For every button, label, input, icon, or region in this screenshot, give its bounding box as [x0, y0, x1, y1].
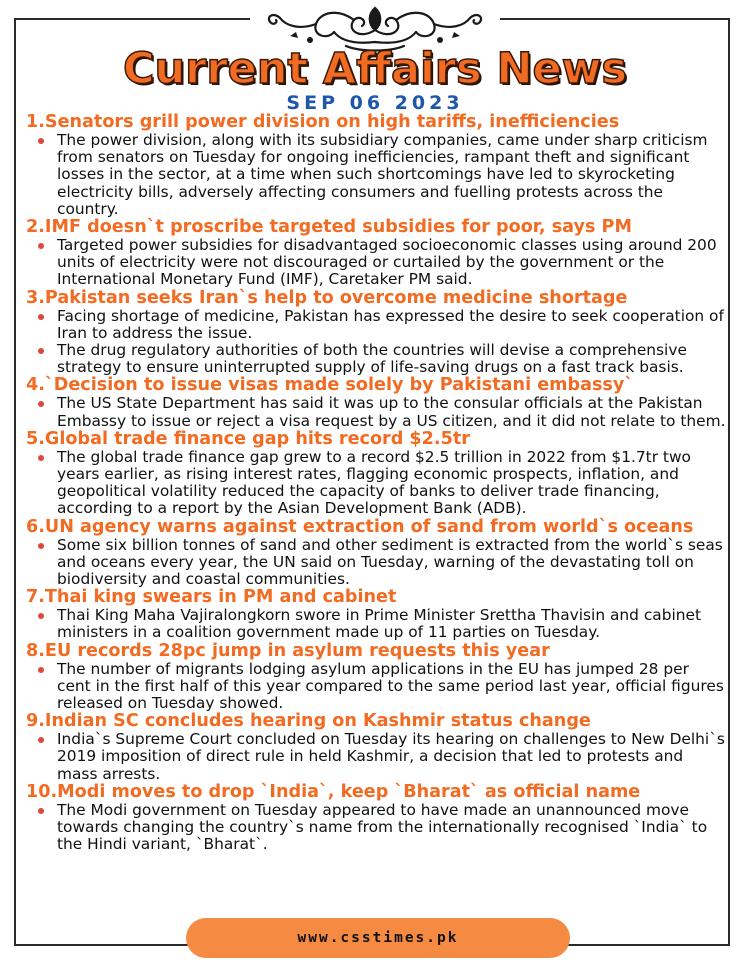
news-item: [26, 518, 726, 589]
news-bullet: [26, 607, 726, 641]
news-bullet-text: India`s Supreme Court concluded on Tuesday its hearing on challenges to New Delhi`s 2019 imposition of direct rule in held Kashmir, a decision that led to protests and mass arrests.: [57, 730, 725, 783]
news-bullet: [26, 537, 726, 589]
news-bullet-text: Some six billion tonnes of sand and other sediment is extracted from the world`s seas and oceans every year, the UN said on Tuesday, warning of the devastating toll on biodiversity and coastal communities.: [57, 535, 723, 589]
bullet-dot-icon: [38, 613, 44, 619]
news-bullet: [26, 342, 726, 376]
news-headline: 1.Senators grill power division on high tariffs, inefficiencies: [26, 112, 620, 132]
news-bullets: [26, 537, 726, 589]
news-item: [26, 783, 726, 854]
news-bullet: [26, 395, 726, 429]
bullet-dot-icon: [38, 667, 44, 673]
bullet-dot-icon: [38, 808, 44, 814]
news-item: [26, 376, 726, 429]
bullet-dot-icon: [38, 455, 44, 461]
news-bullet: [26, 449, 726, 518]
news-bullet: [26, 802, 726, 854]
news-bullet-text: The US State Department has said it was up to the consular officials at the Pakistan Embassy to issue or reject a visa request by a US citizen, and it did not relate to them.: [57, 394, 726, 430]
news-item: [26, 588, 726, 641]
news-bullets: [26, 731, 726, 783]
news-headline: 5.Global trade finance gap hits record $2.5tr: [26, 428, 470, 449]
news-headline: 3.Pakistan seeks Iran`s help to overcome medicine shortage: [26, 287, 628, 308]
news-bullet-text: The global trade finance gap grew to a record $2.5 trillion in 2022 from $1.7tr two years earlier, as rising interest rates, flagging economic prospects, inflation, and geopolitical volatility reduced the capacity of banks to deliver trade financing, according to a report by the Asian Development Bank (ADB).: [57, 447, 691, 518]
news-bullet-text: Facing shortage of medicine, Pakistan has expressed the desire to seek cooperation of Iran to address the issue.: [57, 306, 724, 342]
website-link[interactable]: www.csstimes.pk: [186, 918, 570, 958]
news-item: [26, 712, 726, 783]
bullet-dot-icon: [38, 401, 44, 407]
bullet-dot-icon: [38, 138, 44, 144]
news-headline: 2.IMF doesn`t proscribe targeted subsidies for poor, says PM: [26, 217, 632, 238]
news-bullets: [26, 395, 726, 429]
issue-date: SEP 06 2023: [286, 92, 464, 114]
news-bullet: [26, 237, 726, 289]
news-item: [26, 430, 726, 518]
news-bullet: [26, 132, 726, 218]
bullet-dot-icon: [38, 243, 44, 249]
news-item: [26, 642, 726, 713]
news-headline: 9.Indian SC concludes hearing on Kashmir status change: [26, 711, 591, 732]
news-bullet-text: The number of migrants lodging asylum applications in the EU has jumped 28 per cent in the first half of this year compared to the same period last year, official figures released on Tuesday showed.: [57, 659, 724, 713]
news-bullet-text: The Modi government on Tuesday appeared to have made an unannounced move towards changing the country`s name from the internationally recognised `India` to the Hindi variant, `Bharat`.: [57, 800, 708, 854]
news-headline: 7.Thai king swears in PM and cabinet: [26, 587, 397, 608]
news-bullet-text: Targeted power subsidies for disadvantaged socioeconomic classes using around 200 units of electricity were not discouraged or curtailed by the government or the International Monetary Fund (IMF), Caretaker PM said.: [57, 236, 717, 289]
news-headline: 4.`Decision to issue visas made solely by Pakistani embassy`: [26, 375, 634, 396]
news-bullets: [26, 308, 726, 377]
bullet-dot-icon: [38, 348, 44, 354]
news-headline: 8.EU records 28pc jump in asylum requests this year: [26, 640, 550, 661]
bullet-dot-icon: [38, 543, 44, 549]
news-list: [26, 113, 726, 854]
bullet-dot-icon: [38, 314, 44, 320]
page-title: Current Affairs News: [123, 44, 627, 94]
news-bullet: [26, 308, 726, 342]
news-bullets: [26, 237, 726, 289]
news-headline: 10.Modi moves to drop `India`, keep `Bharat` as official name: [26, 781, 641, 802]
news-bullet-text: Thai King Maha Vajiralongkorn swore in Prime Minister Srettha Thavisin and cabinet ministers in a coalition government made up of 11 parties on Tuesday.: [57, 606, 702, 642]
news-bullet: [26, 731, 726, 783]
news-bullets: [26, 661, 726, 713]
news-item: [26, 218, 726, 289]
news-bullet-text: The drug regulatory authorities of both the countries will devise a comprehensive strategy to ensure uninterrupted supply of life-saving drugs on a fast track basis.: [57, 341, 687, 377]
news-bullet: [26, 661, 726, 713]
news-item: [26, 289, 726, 377]
news-bullets: [26, 449, 726, 518]
news-bullets: [26, 607, 726, 641]
news-headline: 6.UN agency warns against extraction of sand from world`s oceans: [26, 516, 694, 537]
news-bullets: [26, 802, 726, 854]
bullet-dot-icon: [38, 737, 44, 743]
news-bullet-text: The power division, along with its subsidiary companies, came under sharp criticism from senators on Tuesday for ongoing inefficiencies, rampant theft and significant losses in the sector, at a time when such shortcomings have led to skyrocketing electricity bills, adversely affecting consumers and fuelling protests across the country.: [57, 131, 708, 218]
news-bullets: [26, 132, 726, 218]
news-item: [26, 113, 726, 218]
